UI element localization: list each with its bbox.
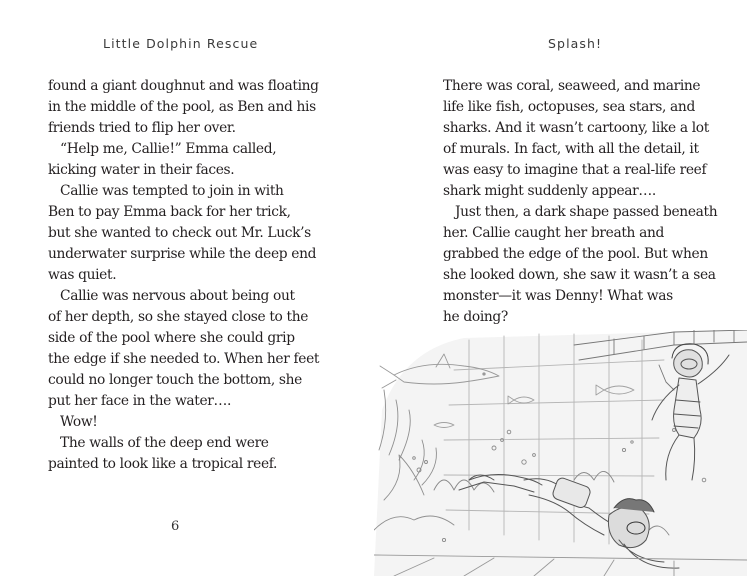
underwater-pool-illustration <box>374 330 747 576</box>
text-line: was quiet. <box>48 267 117 283</box>
right-body-text <box>443 76 733 328</box>
left-body-text <box>48 76 338 475</box>
text-line: life like fish, octopuses, sea stars, and <box>443 99 695 115</box>
text-line: friends tried to flip her over. <box>48 120 236 136</box>
text-line: shark might suddenly appear…. <box>443 183 656 199</box>
text-line: the edge if she needed to. When her feet <box>48 351 320 367</box>
text-line: her. Callie caught her breath and <box>443 225 665 241</box>
text-line: of her depth, so she stayed close to the <box>48 309 309 325</box>
text-line: he doing? <box>443 309 508 325</box>
running-head-right: Splash! <box>548 36 603 51</box>
text-line: Callie was tempted to join in with <box>60 183 284 199</box>
text-line: in the middle of the pool, as Ben and his <box>48 99 316 115</box>
text-line: was easy to imagine that a real-life reef <box>443 162 707 178</box>
text-line: sharks. And it wasn’t cartoony, like a lot <box>443 120 709 136</box>
text-line: Wow! <box>60 414 98 430</box>
text-line: monster—it was Denny! What was <box>443 288 673 304</box>
text-line: but she wanted to check out Mr. Luck’s <box>48 225 311 241</box>
right-page <box>374 0 747 576</box>
text-line: grabbed the edge of the pool. But when <box>443 246 708 262</box>
left-page <box>0 0 373 576</box>
text-line: side of the pool where she could grip <box>48 330 295 346</box>
text-line: “Help me, Callie!” Emma called, <box>60 141 277 157</box>
text-line: Just then, a dark shape passed beneath <box>455 204 718 220</box>
text-line: she looked down, she saw it wasn’t a sea <box>443 267 716 283</box>
running-head-left: Little Dolphin Rescue <box>103 36 259 51</box>
text-line: painted to look like a tropical reef. <box>48 456 278 472</box>
page-number: 6 <box>171 519 180 534</box>
text-line: found a giant doughnut and was floating <box>48 78 319 94</box>
text-line: Ben to pay Emma back for her trick, <box>48 204 291 220</box>
text-line: underwater surprise while the deep end <box>48 246 317 262</box>
text-line: Callie was nervous about being out <box>60 288 295 304</box>
text-line: kicking water in their faces. <box>48 162 235 178</box>
text-line: The walls of the deep end were <box>60 435 269 451</box>
text-line: There was coral, seaweed, and marine <box>443 78 701 94</box>
text-line: could no longer touch the bottom, she <box>48 372 302 388</box>
text-line: of murals. In fact, with all the detail, it <box>443 141 699 157</box>
text-line: put her face in the water…. <box>48 393 232 409</box>
